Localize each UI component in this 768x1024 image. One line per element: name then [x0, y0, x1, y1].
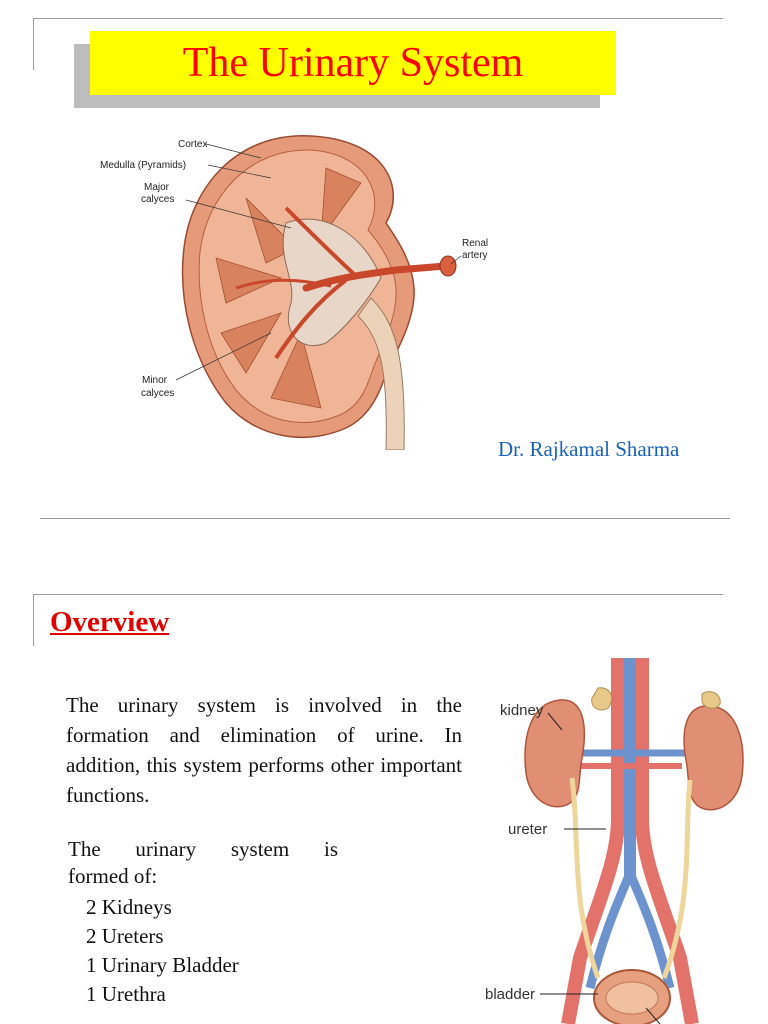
list-item: 1 Urethra — [86, 982, 166, 1006]
label-cortex: Cortex — [178, 139, 208, 150]
list-item: 2 Kidneys — [86, 895, 172, 919]
author-name: Dr. Rajkamal Sharma — [498, 437, 680, 461]
label-minor-calyces-1: Minor — [142, 375, 168, 386]
label-renal-artery-1: Renal — [462, 238, 489, 249]
slide-frame-left — [33, 594, 34, 646]
slide-frame-top — [33, 594, 723, 595]
slide-overview — [0, 580, 768, 1024]
kidney-cross-section-figure — [96, 128, 516, 450]
title-box — [90, 31, 616, 95]
label-major-calyces-2: calyces — [141, 194, 175, 205]
slide-frame-top — [33, 18, 723, 19]
slide-title-text: The Urinary System — [182, 40, 524, 86]
list-intro-line2: formed of: — [68, 864, 158, 888]
component-list — [86, 893, 239, 1009]
label-minor-calyces-2: calyces — [141, 388, 175, 399]
list-intro-line1: The urinary system is — [68, 837, 338, 861]
urinary-tract-figure — [470, 658, 768, 1024]
label-bladder: bladder — [485, 986, 536, 1003]
overview-heading: Overview — [50, 606, 170, 638]
label-ureter: ureter — [508, 821, 548, 838]
label-renal-artery-2: artery — [462, 250, 488, 261]
label-major-calyces-1: Major — [144, 182, 170, 193]
slide-divider — [40, 518, 730, 519]
slide-frame-left — [33, 18, 34, 70]
list-item: 1 Urinary Bladder — [86, 953, 239, 977]
label-kidney: kidney — [500, 702, 544, 719]
list-item: 2 Ureters — [86, 924, 164, 948]
overview-paragraph: The urinary system is involved in the formation and elimination of urine. In addition, this system performs other important functions. — [66, 693, 462, 807]
label-medulla: Medulla (Pyramids) — [100, 160, 187, 171]
